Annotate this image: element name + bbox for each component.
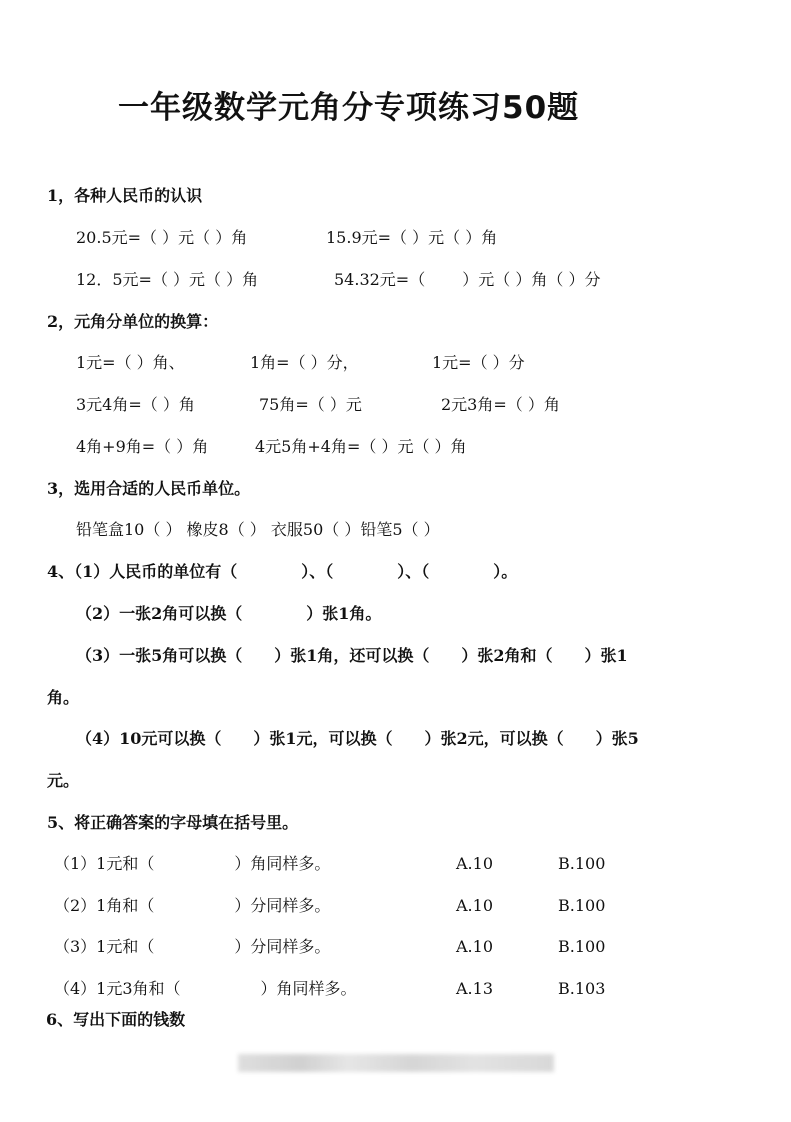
q4-line-3: （3）一张5角可以换（ ）张1角，还可以换（ ）张2角和（ ）张1 bbox=[76, 646, 628, 665]
q5-option-a: A.10 bbox=[456, 854, 493, 873]
q5-option-a: A.13 bbox=[456, 979, 493, 998]
q5-option-b: B.100 bbox=[558, 854, 606, 873]
q2-item-5: 75角=（ ）元 bbox=[259, 395, 362, 414]
q4-line-4-cont: 元。 bbox=[47, 771, 80, 790]
q4-line-1: 4、（1）人民币的单位有（ ）、（ ）、（ ）。 bbox=[47, 562, 518, 581]
q1-heading: 1，各种人民币的认识 bbox=[47, 186, 203, 205]
q5-option-a: A.10 bbox=[456, 896, 493, 915]
q4-line-4: （4）10元可以换（ ）张1元，可以换（ ）张2元，可以换（ ）张5 bbox=[76, 729, 639, 748]
q5-heading: 5、将正确答案的字母填在括号里。 bbox=[47, 813, 299, 832]
q1-item-1: 20.5元=（ ）元（ ）角 bbox=[76, 228, 248, 247]
q5-option-b: B.100 bbox=[558, 937, 606, 956]
q2-item-7: 4角+9角=（ ）角 bbox=[76, 437, 209, 456]
q4-line-3-cont: 角。 bbox=[47, 688, 80, 707]
q2-item-4: 3元4角=（ ）角 bbox=[76, 395, 195, 414]
q5-item-question: （3）1元和（ ）分同样多。 bbox=[54, 937, 331, 956]
q5-option-a: A.10 bbox=[456, 937, 493, 956]
q2-heading: 2，元角分单位的换算： bbox=[47, 312, 219, 331]
q6-heading-cutoff bbox=[46, 1010, 236, 1029]
q6-heading: 6、写出下面的钱数 bbox=[46, 1010, 186, 1029]
q5-item-question: （1）1元和（ ）角同样多。 bbox=[54, 854, 331, 873]
q2-item-3: 1元=（ ）分 bbox=[432, 353, 525, 372]
q3-heading: 3，选用合适的人民币单位。 bbox=[47, 479, 251, 498]
q2-item-8: 4元5角+4角=（ ）元（ ）角 bbox=[255, 437, 467, 456]
q5-option-b: B.100 bbox=[558, 896, 606, 915]
q2-item-2: 1角=（ ）分， bbox=[250, 353, 359, 372]
page-title: 一年级数学元角分专项练习50题 bbox=[118, 90, 580, 126]
q2-item-6: 2元3角=（ ）角 bbox=[441, 395, 560, 414]
blurred-footer bbox=[238, 1054, 554, 1072]
q1-item-3: 12．5元=（ ）元（ ）角 bbox=[76, 270, 259, 289]
q5-item-question: （2）1角和（ ）分同样多。 bbox=[54, 896, 331, 915]
q3-items: 铅笔盒10（ ） 橡皮8（ ） 衣服50（ ）铅笔5（ ） bbox=[76, 520, 440, 539]
q5-item-question: （4）1元3角和（ ）角同样多。 bbox=[54, 979, 357, 998]
q1-item-4: 54.32元=（ ）元（ ）角（ ）分 bbox=[334, 270, 601, 289]
q5-option-b: B.103 bbox=[558, 979, 606, 998]
q1-item-2: 15.9元=（ ）元（ ）角 bbox=[326, 228, 498, 247]
q4-line-2: （2）一张2角可以换（ ）张1角。 bbox=[76, 604, 382, 623]
q2-item-1: 1元=（ ）角、 bbox=[76, 353, 185, 372]
